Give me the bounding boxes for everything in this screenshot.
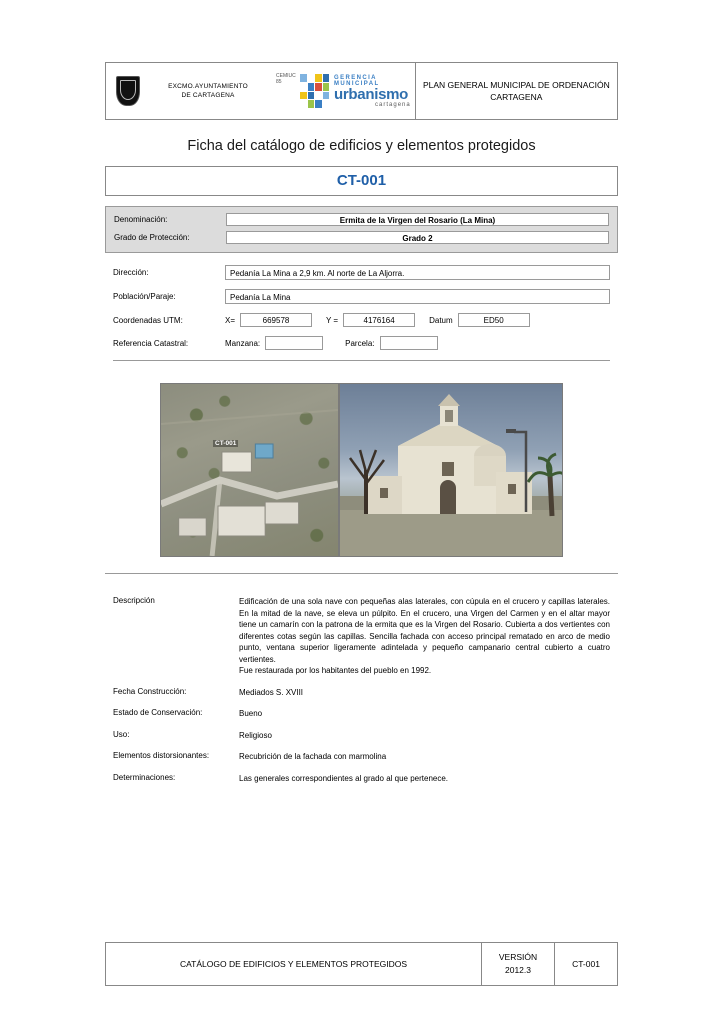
descripcion-value: Edificación de una sola nave con pequeñas alas laterales, con cúpula en el crucero y capillas laterales. En la mitad de la nave, se eleva un púlpito. En el crucero, una Virgen del Carmen y en el altar mayor tiene un camarín con la patrona de la ermita que es la Virgen del Rosario. Cubierta a dos vertientes con diferentes cotas según las capillas. Sencilla fachada con acceso principal rematado en arco de medio punto, ventana superior ligeramente adintelada y pequeño campanario central cubierto a cuatro vertientes. [239, 597, 610, 664]
denominacion-row [114, 213, 609, 226]
footer-version-label: VERSIÓN [498, 952, 538, 962]
grado-label: Grado de Protección: [114, 233, 190, 242]
estado-label: Estado de Conservación: [113, 708, 203, 717]
parcela-value [380, 336, 438, 350]
descripcion-label: Descripción [113, 596, 155, 605]
grado-value: Grado 2 [226, 231, 609, 244]
fecha-value: Mediados S. XVIII [239, 687, 304, 697]
fecha-row [113, 687, 610, 699]
ayuntamiento-line2: DE CARTAGENA [181, 92, 235, 99]
church-detail [340, 384, 563, 556]
datum-value: ED50 [458, 313, 530, 327]
estado-row [113, 708, 610, 720]
cartagena-label: cartagena [375, 101, 411, 108]
grado-row [114, 231, 609, 244]
details-block [105, 588, 618, 784]
plan-line1: PLAN GENERAL MUNICIPAL DE ORDENACIÓN [422, 80, 610, 90]
pixel-grid-icon [300, 74, 329, 108]
footer-code: CT-001 [572, 959, 600, 969]
manzana-label: Manzana: [225, 338, 261, 348]
distorsionantes-row [113, 751, 610, 763]
aerial-detail [161, 384, 338, 556]
images-row [105, 383, 618, 557]
poblacion-row [113, 289, 610, 304]
parcela-label: Parcela: [345, 338, 375, 348]
identification-block [105, 206, 618, 253]
sheet [105, 62, 618, 794]
determinaciones-value: Las generales correspondientes al grado al que pertenece. [239, 773, 449, 783]
footer-version-value: 2012.3 [505, 965, 531, 975]
distorsionantes-label: Elementos distorsionantes: [113, 751, 210, 760]
uso-value: Religioso [239, 730, 272, 740]
manzana-value [265, 336, 323, 350]
location-block [105, 261, 618, 367]
plan-line2: CARTAGENA [490, 92, 543, 102]
estado-value: Bueno [239, 709, 263, 718]
poblacion-label: Población/Paraje: [113, 292, 176, 301]
poblacion-value: Pedanía La Mina [225, 289, 610, 304]
coordenadas-label: Coordenadas UTM: [113, 315, 183, 325]
direccion-row [113, 265, 610, 280]
urbanismo-label: urbanismo [334, 85, 409, 103]
descripcion-row [113, 596, 610, 677]
uso-row [113, 730, 610, 742]
record-code-box: CT-001 [105, 166, 618, 196]
page-title: Ficha del catálogo de edificios y elementos protegidos [187, 138, 536, 154]
header-left [106, 63, 416, 119]
gerencia-label: GERENCIA MUNICIPAL [334, 74, 380, 87]
ayuntamiento-line1: EXCMO.AYUNTAMIENTO [168, 83, 248, 90]
direccion-value: Pedanía La Mina a 2,9 km. Al norte de La Aljorra. [225, 265, 610, 280]
page-footer [105, 942, 618, 986]
aerial-photo-label: CT-001 [215, 440, 237, 447]
distorsionantes-value: Recubrición de la fachada con marmolina [239, 752, 387, 761]
datum-label: Datum [429, 315, 453, 325]
church-photo [339, 383, 563, 557]
direccion-label: Dirección: [113, 268, 149, 277]
y-label: Y = [326, 315, 339, 325]
page-header [105, 62, 618, 120]
urbanismo-logo [278, 74, 411, 108]
determinaciones-label: Determinaciones: [113, 772, 176, 782]
coordenadas-row [113, 313, 610, 327]
descripcion-value-wrap [239, 596, 610, 677]
y-value: 4176164 [343, 313, 415, 327]
fecha-label: Fecha Construcción: [113, 686, 187, 696]
x-value: 669578 [240, 313, 312, 327]
divider-bottom [105, 573, 618, 574]
denominacion-label: Denominación: [114, 215, 168, 224]
divider-top [113, 360, 610, 361]
header-right [416, 63, 617, 119]
coat-of-arms-icon [116, 76, 140, 106]
determinaciones-row [113, 773, 610, 785]
cenic-label: CEMIUC 85 [276, 73, 296, 85]
x-label: X= [225, 315, 236, 325]
descripcion-value2: Fue restaurada por los habitantes del pueblo en 1992. [239, 666, 432, 675]
aerial-photo [160, 383, 339, 557]
footer-title: CATÁLOGO DE EDIFICIOS Y ELEMENTOS PROTEGIDOS [106, 943, 482, 985]
footer-version [482, 943, 555, 985]
ayuntamiento-text [148, 82, 268, 100]
referencia-label: Referencia Catastral: [113, 338, 189, 348]
denominacion-value: Ermita de la Virgen del Rosario (La Mina) [226, 213, 609, 226]
urbanismo-text [334, 75, 411, 108]
uso-label: Uso: [113, 729, 130, 739]
referencia-row [113, 336, 610, 350]
